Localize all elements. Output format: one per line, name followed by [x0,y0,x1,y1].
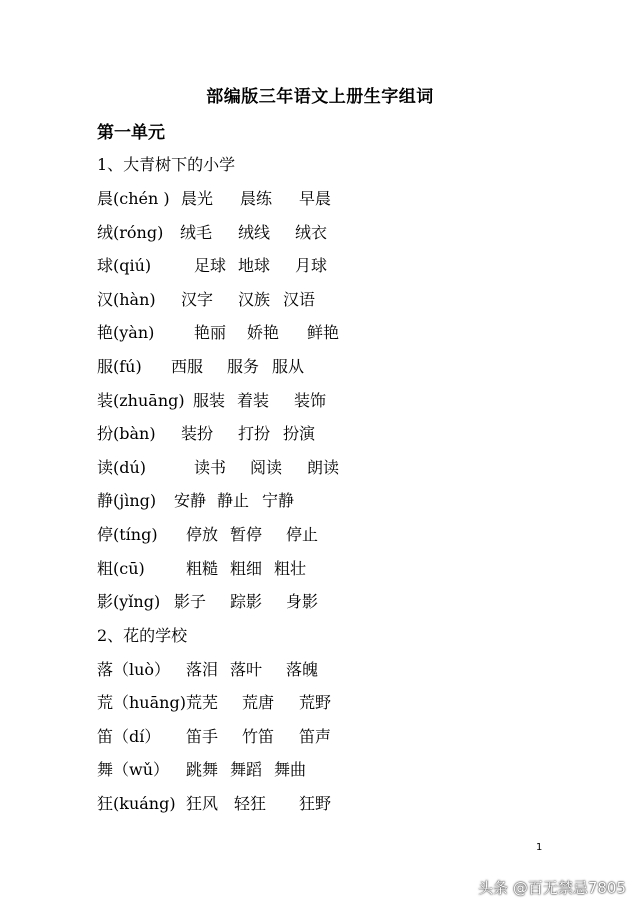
word: 汉语 [283,290,316,309]
word: 鲜艳 [307,323,340,342]
char-pinyin: 晨(chén ) [97,189,170,208]
char-pinyin: 狂(kuáng) [97,794,176,813]
word: 地球 [238,256,271,275]
char-pinyin: 荒（huāng) [97,693,186,712]
char-pinyin: 读(dú) [97,458,147,477]
word: 影子 [174,592,207,611]
word: 跳舞 [186,760,219,779]
word: 荒芜 [186,693,219,712]
char-pinyin: 球(qiú) [97,256,152,275]
word: 静止 [217,491,250,510]
word: 绒毛 [180,223,213,242]
word: 晨光 [181,189,214,208]
word: 荒唐 [242,693,275,712]
word: 轻狂 [234,794,267,813]
word: 读书 [194,458,227,477]
word: 落魄 [286,660,319,679]
word: 身影 [286,592,319,611]
char-pinyin: 舞（wǔ） [97,760,170,779]
word: 舞蹈 [230,760,263,779]
char-pinyin: 服(fú) [97,357,142,376]
char-pinyin: 停(tíng) [97,525,158,544]
char-pinyin: 落（luò） [97,660,171,679]
word: 暂停 [230,525,263,544]
word: 着装 [237,391,270,410]
word: 装扮 [181,424,214,443]
lesson-heading: 1、大青树下的小学 [97,155,236,174]
char-pinyin: 静(jìng) [97,491,157,510]
word: 晨练 [240,189,273,208]
word: 服从 [272,357,305,376]
unit-heading: 第一单元 [97,123,165,143]
word: 粗糙 [186,559,219,578]
word: 打扮 [238,424,271,443]
word: 绒线 [238,223,271,242]
word: 安静 [174,491,207,510]
char-pinyin: 汉(hàn) [97,290,156,309]
word: 阅读 [250,458,283,477]
word: 踪影 [230,592,263,611]
word: 汉族 [238,290,271,309]
watermark: 头条 @百无禁忌7805 [478,879,626,897]
word: 荒野 [299,693,332,712]
char-pinyin: 笛（dí） [97,727,161,746]
word: 笛手 [186,727,219,746]
word: 艳丽 [194,323,227,342]
word: 停止 [286,525,319,544]
page-number: 1 [536,842,543,853]
char-pinyin: 扮(bàn) [97,424,156,443]
word: 足球 [194,256,227,275]
char-pinyin: 粗(cū) [97,559,145,578]
word: 狂野 [299,794,332,813]
word: 粗细 [230,559,263,578]
char-pinyin: 绒(róng) [97,223,164,242]
word: 扮演 [283,424,316,443]
word: 狂风 [186,794,219,813]
char-pinyin: 影(yǐng) [97,592,161,611]
word: 月球 [295,256,328,275]
word: 落叶 [230,660,263,679]
word: 装饰 [294,391,327,410]
word: 落泪 [186,660,219,679]
lesson-heading: 2、花的学校 [97,626,188,645]
word: 汉字 [181,290,214,309]
char-pinyin: 装(zhuāng) [97,391,185,410]
word: 宁静 [262,491,295,510]
word: 绒衣 [295,223,328,242]
word: 舞曲 [274,760,307,779]
document-title: 部编版三年语文上册生字组词 [206,87,434,107]
word: 粗壮 [274,559,307,578]
word: 娇艳 [247,323,280,342]
word: 停放 [186,525,219,544]
word: 西服 [171,357,204,376]
word: 服装 [193,391,226,410]
word: 早晨 [299,189,332,208]
word: 朗读 [307,458,340,477]
word: 竹笛 [242,727,275,746]
word: 服务 [227,357,260,376]
word: 笛声 [299,727,332,746]
char-pinyin: 艳(yàn) [97,323,155,342]
